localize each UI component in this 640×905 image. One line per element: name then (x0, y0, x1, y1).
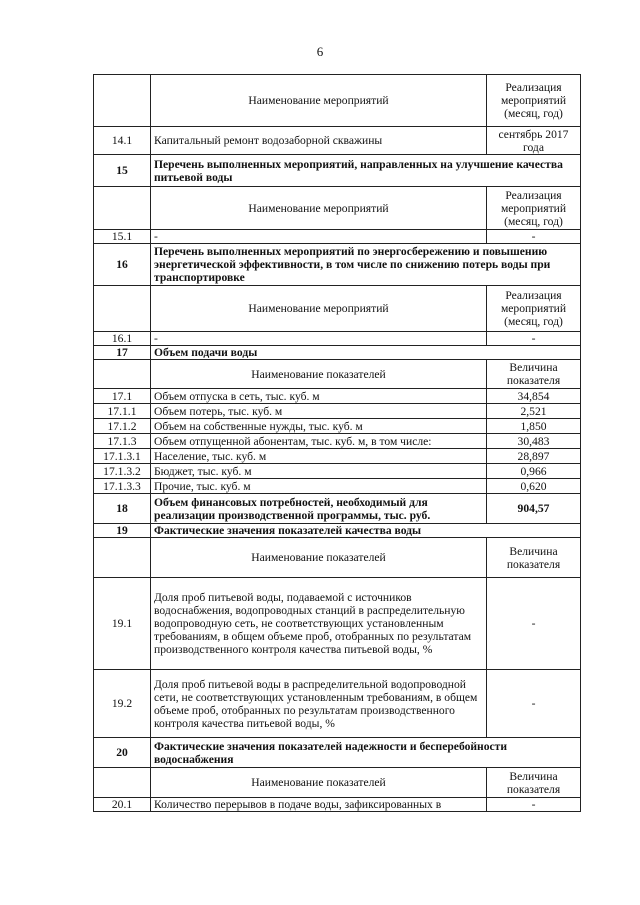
section-title: Фактические значения показателей надежности и бесперебойности водоснабжения (151, 738, 581, 768)
table-row-section (94, 155, 581, 187)
row-description: Количество перерывов в подаче воды, зафиксированных в (151, 798, 487, 812)
row-description: Доля проб питьевой воды, подаваемой с источников водоснабжения, водопроводных станций в распределительную водопроводную сеть, не соответствующих установленным требованиям, в общем объеме проб, отобранных по результатам производственного контроля качества питьевой воды, % (151, 578, 487, 670)
column-header-name: Наименование мероприятий (151, 75, 487, 127)
table-row-header (94, 75, 581, 127)
table-row-row (94, 332, 581, 346)
row-number-cell (94, 75, 151, 127)
row-number-cell (94, 360, 151, 389)
row-description: - (151, 332, 487, 346)
table-row-header (94, 768, 581, 798)
table-row-header (94, 187, 581, 230)
section-title: Объем финансовых потребностей, необходимый для реализации производственной программы, тыс. руб. (151, 494, 487, 524)
row-description: Бюджет, тыс. куб. м (151, 464, 487, 479)
section-title: Фактические значения показателей качества воды (151, 524, 581, 538)
row-number: 17.1.3.3 (94, 479, 151, 494)
row-number: 17.1 (94, 389, 151, 404)
row-number: 14.1 (94, 127, 151, 155)
section-number: 15 (94, 155, 151, 187)
row-value: 34,854 (487, 389, 581, 404)
row-description: Объем на собственные нужды, тыс. куб. м (151, 419, 487, 434)
row-number-cell (94, 768, 151, 798)
row-value: 28,897 (487, 449, 581, 464)
table-row-row (94, 434, 581, 449)
section-number: 20 (94, 738, 151, 768)
row-value: 30,483 (487, 434, 581, 449)
row-number: 17.1.1 (94, 404, 151, 419)
row-value: - (487, 578, 581, 670)
section-title: Перечень выполненных мероприятий, направленных на улучшение качества питьевой воды (151, 155, 581, 187)
row-description: Доля проб питьевой воды в распределительной водопроводной сети, не соответствующих установленным требованиям, в общем объеме проб, отобранных по результатам производственного контроля качества питьевой воды, % (151, 670, 487, 738)
table-row-row (94, 449, 581, 464)
row-value: - (487, 798, 581, 812)
row-number: 20.1 (94, 798, 151, 812)
page-number: 6 (316, 44, 324, 59)
row-number: 17.1.3 (94, 434, 151, 449)
column-header-name: Наименование показателей (151, 768, 487, 798)
row-description: - (151, 230, 487, 244)
row-value: 0,620 (487, 479, 581, 494)
column-header-value: Реализация мероприятий (месяц, год) (487, 286, 581, 332)
column-header-name: Наименование мероприятий (151, 187, 487, 230)
row-number: 15.1 (94, 230, 151, 244)
table-row-row (94, 798, 581, 812)
row-description: Объем отпуска в сеть, тыс. куб. м (151, 389, 487, 404)
table-body (94, 75, 581, 812)
row-number-cell (94, 187, 151, 230)
row-number: 17.1.3.2 (94, 464, 151, 479)
row-number: 16.1 (94, 332, 151, 346)
row-description: Население, тыс. куб. м (151, 449, 487, 464)
column-header-value: Величина показателя (487, 768, 581, 798)
section-title: Перечень выполненных мероприятий по энергосбережению и повышению энергетической эффективности, в том числе по снижению потерь воды при транспортировке (151, 244, 581, 286)
row-value: сентябрь 2017 года (487, 127, 581, 155)
table-row-row (94, 127, 581, 155)
row-number: 17.1.2 (94, 419, 151, 434)
row-value: - (487, 230, 581, 244)
section-number: 17 (94, 346, 151, 360)
row-number: 17.1.3.1 (94, 449, 151, 464)
section-number: 18 (94, 494, 151, 524)
row-description: Капитальный ремонт водозаборной скважины (151, 127, 487, 155)
table-row-row (94, 230, 581, 244)
section-title: Объем подачи воды (151, 346, 581, 360)
table-row-row (94, 578, 581, 670)
column-header-value: Реализация мероприятий (месяц, год) (487, 75, 581, 127)
column-header-name: Наименование мероприятий (151, 286, 487, 332)
table-row-header (94, 286, 581, 332)
table-row-header (94, 538, 581, 578)
column-header-value: Величина показателя (487, 360, 581, 389)
table-row-section-value (94, 494, 581, 524)
table-row-header (94, 360, 581, 389)
table-row-row (94, 670, 581, 738)
table-row-row (94, 389, 581, 404)
section-value: 904,57 (487, 494, 581, 524)
section-number: 19 (94, 524, 151, 538)
row-value: 2,521 (487, 404, 581, 419)
row-number-cell (94, 286, 151, 332)
row-description: Прочие, тыс. куб. м (151, 479, 487, 494)
row-number-cell (94, 538, 151, 578)
column-header-name: Наименование показателей (151, 360, 487, 389)
table-row-section (94, 524, 581, 538)
table-row-section (94, 738, 581, 768)
section-number: 16 (94, 244, 151, 286)
production-program-table (93, 74, 581, 812)
row-value: - (487, 332, 581, 346)
row-value: - (487, 670, 581, 738)
row-number: 19.2 (94, 670, 151, 738)
row-description: Объем потерь, тыс. куб. м (151, 404, 487, 419)
row-description: Объем отпущенной абонентам, тыс. куб. м, в том числе: (151, 434, 487, 449)
row-number: 19.1 (94, 578, 151, 670)
row-value: 1,850 (487, 419, 581, 434)
table-row-row (94, 419, 581, 434)
column-header-value: Реализация мероприятий (месяц, год) (487, 187, 581, 230)
table-row-row (94, 479, 581, 494)
table-row-section (94, 346, 581, 360)
table-row-row (94, 464, 581, 479)
table-row-section (94, 244, 581, 286)
column-header-name: Наименование показателей (151, 538, 487, 578)
column-header-value: Величина показателя (487, 538, 581, 578)
table-row-row (94, 404, 581, 419)
row-value: 0,966 (487, 464, 581, 479)
